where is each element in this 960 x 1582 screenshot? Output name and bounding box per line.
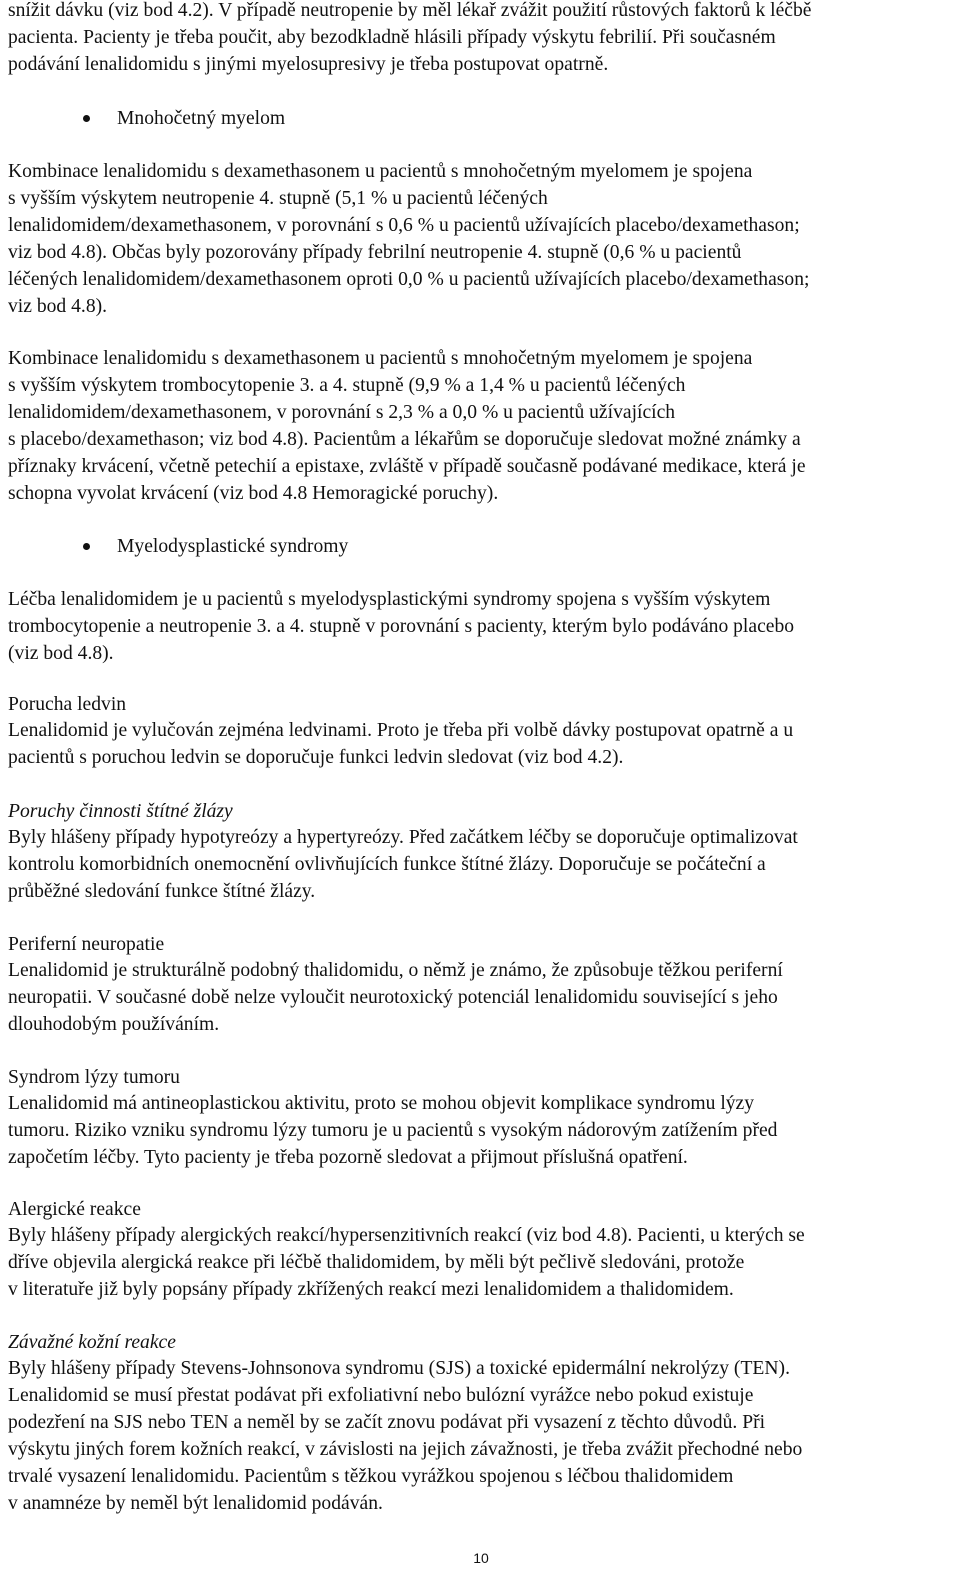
text-line: Byly hlášeny případy alergických reakcí/hypersenzitivních reakcí (viz bod 4.8). Pacienti, u kterých se (8, 1225, 805, 1246)
text-line: Lenalidomid je vylučován zejména ledvinami. Proto je třeba při volbě dávky postupovat opatrně a u (8, 720, 794, 741)
text-line: s vyšším výskytem neutropenie 4. stupně (5,1 % u pacientů léčených (8, 188, 548, 209)
bullet-label: Myelodysplastické syndromy (117, 536, 349, 557)
heading-severe-skin-reactions: Závažné kožní reakce (8, 1332, 176, 1353)
text-line: příznaky krvácení, včetně petechií a epistaxe, zvláště v případě současně podávané medikace, která je (8, 456, 806, 477)
bullet-dot-icon (83, 115, 90, 122)
bullet-dot-icon (83, 543, 90, 550)
text-line: snížit dávku (viz bod 4.2). V případě neutropenie by měl lékař zvážit použití růstových faktorů k léčbě (8, 0, 812, 21)
text-line: Lenalidomid se musí přestat podávat při exfoliativní nebo bulózní vyrážce nebo pokud existuje (8, 1385, 754, 1406)
paragraph-peripheral-neuropathy (8, 957, 954, 1038)
text-line: Lenalidomid je strukturálně podobný thalidomidu, o němž je známo, že způsobuje těžkou periferní (8, 960, 783, 981)
text-line: započetím léčby. Tyto pacienty je třeba pozorně sledovat a přijmout příslušná opatření. (8, 1147, 688, 1168)
text-line: s vyšším výskytem trombocytopenie 3. a 4. stupně (9,9 % a 1,4 % u pacientů léčených (8, 375, 686, 396)
text-line: kontrolu komorbidních onemocnění ovlivňujících funkce štítné žlázy. Doporučuje se počáteční a (8, 854, 766, 875)
text-line: Léčba lenalidomidem je u pacientů s myelodysplastickými syndromy spojena s vyšším výskytem (8, 589, 771, 610)
paragraph-tumor-lysis-syndrome (8, 1090, 954, 1171)
text-line: dříve objevila alergická reakce při léčbě thalidomidem, by měli být pečlivě sledováni, protože (8, 1252, 745, 1273)
text-line: viz bod 4.8). (8, 296, 108, 317)
heading-renal-impairment: Porucha ledvin (8, 694, 127, 715)
bullet-multiple-myeloma (8, 105, 954, 132)
text-line: výskytu jiných forem kožních reakcí, v závislosti na jejich závažnosti, je třeba zvážit přechodné nebo (8, 1439, 803, 1460)
text-line: lenalidomidem/dexamethasonem, v porovnání s 2,3 % a 0,0 % u pacientů užívajících (8, 402, 676, 423)
text-line: lenalidomidem/dexamethasonem, v porovnání s 0,6 % u pacientů užívajících placebo/dexamethason; (8, 215, 800, 236)
heading-peripheral-neuropathy: Periferní neuropatie (8, 934, 165, 955)
text-line: léčených lenalidomidem/dexamethasonem oproti 0,0 % u pacientů užívajících placebo/dexamethason; (8, 269, 810, 290)
text-line: tumoru. Riziko vzniku syndromu lýzy tumoru je u pacientů s vysokým nádorovým zatížením před (8, 1120, 778, 1141)
text-line: v literatuře již byly popsány případy zkřížených reakcí mezi lenalidomidem a thalidomidem. (8, 1279, 734, 1300)
text-line: neuropatii. V současné době nelze vyloučit neurotoxický potenciál lenalidomidu související s jeho (8, 987, 778, 1008)
paragraph-mds (8, 586, 954, 667)
text-line: pacientů s poruchou ledvin se doporučuje funkci ledvin sledovat (viz bod 4.2). (8, 747, 624, 768)
text-line: viz bod 4.8). Občas byly pozorovány případy febrilní neutropenie 4. stupně (0,6 % u pacientů (8, 242, 742, 263)
text-line: pacienta. Pacienty je třeba poučit, aby bezodkladně hlásili případy výskytu febrilií. Při současném (8, 27, 776, 48)
heading-tumor-lysis-syndrome: Syndrom lýzy tumoru (8, 1067, 180, 1088)
bullet-myelodysplastic-syndromes (8, 533, 954, 560)
paragraph-severe-skin-reactions (8, 1355, 954, 1517)
bullet-label: Mnohočetný myelom (117, 108, 286, 129)
paragraph-renal-impairment (8, 717, 954, 771)
paragraph-thyroid-disorders (8, 824, 954, 905)
text-line: Byly hlášeny případy Stevens-Johnsonova syndromu (SJS) a toxické epidermální nekrolýzy (TEN). (8, 1358, 790, 1379)
heading-allergic-reactions: Alergické reakce (8, 1199, 141, 1220)
paragraph-allergic-reactions (8, 1222, 954, 1303)
text-line: Kombinace lenalidomidu s dexamethasonem u pacientů s mnohočetným myelomem je spojena (8, 161, 753, 182)
text-line: podezření na SJS nebo TEN a neměl by se začít znovu podávat při vysazení z těchto důvodů. Při (8, 1412, 766, 1433)
text-line: Kombinace lenalidomidu s dexamethasonem u pacientů s mnohočetným myelomem je spojena (8, 348, 753, 369)
text-line: s placebo/dexamethason; viz bod 4.8). Pacientům a lékařům se doporučuje sledovat možné známky a (8, 429, 801, 450)
paragraph-myeloma-neutropenia (8, 158, 954, 320)
paragraph-neutropenia-management (8, 0, 954, 78)
text-line: (viz bod 4.8). (8, 643, 114, 664)
text-line: podávání lenalidomidu s jinými myelosupresivy je třeba postupovat opatrně. (8, 54, 609, 75)
page-number: 10 (473, 1550, 489, 1566)
text-line: schopna vyvolat krvácení (viz bod 4.8 Hemoragické poruchy). (8, 483, 499, 504)
text-line: trombocytopenie a neutropenie 3. a 4. stupně v porovnání s pacienty, kterým bylo podáváno placebo (8, 616, 795, 637)
text-line: dlouhodobým používáním. (8, 1014, 220, 1035)
text-line: v anamnéze by neměl být lenalidomid podáván. (8, 1493, 383, 1514)
text-line: průběžné sledování funkce štítné žlázy. (8, 881, 316, 902)
text-line: trvalé vysazení lenalidomidu. Pacientům s těžkou vyrážkou spojenou s léčbou thalidomidem (8, 1466, 734, 1487)
paragraph-myeloma-thrombocytopenia (8, 345, 954, 507)
text-line: Lenalidomid má antineoplastickou aktivitu, proto se mohou objevit komplikace syndromu lýzy (8, 1093, 755, 1114)
text-line: Byly hlášeny případy hypotyreózy a hypertyreózy. Před začátkem léčby se doporučuje optimalizovat (8, 827, 798, 848)
heading-thyroid-disorders: Poruchy činnosti štítné žlázy (8, 801, 233, 822)
